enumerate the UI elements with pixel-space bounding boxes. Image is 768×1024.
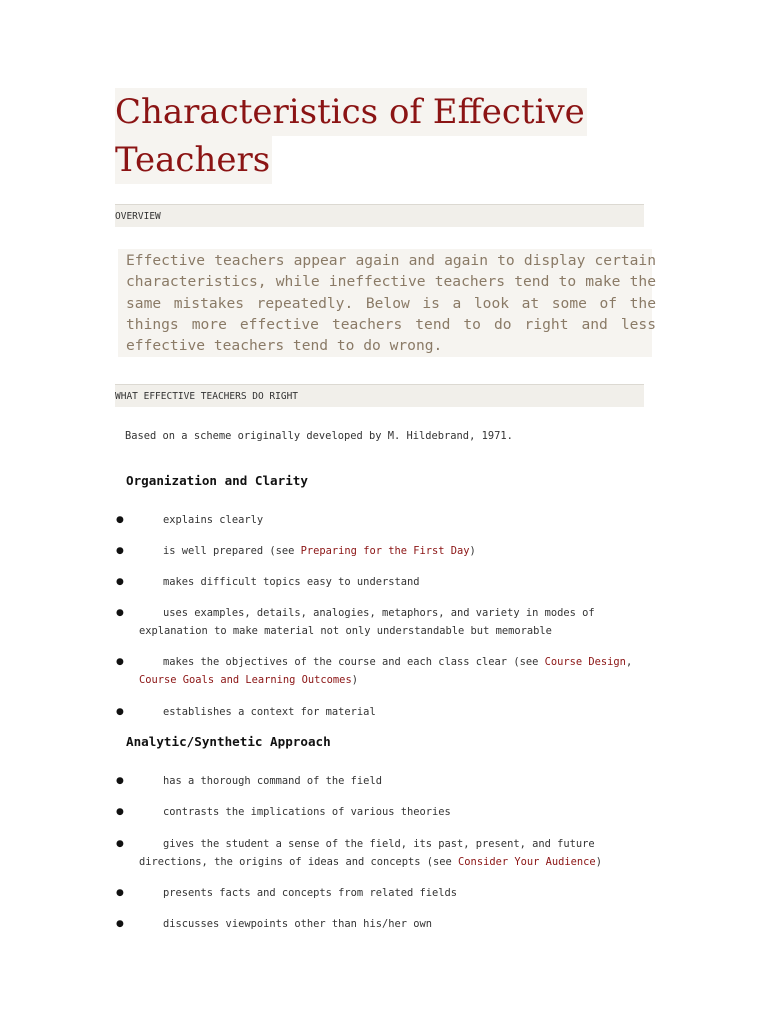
list-item <box>116 604 656 640</box>
list-item-text: establishes a context for material <box>163 706 376 718</box>
list-item <box>116 772 656 790</box>
do-right-section-header: WHAT EFFECTIVE TEACHERS DO RIGHT <box>115 384 644 407</box>
list-item <box>116 511 656 529</box>
list-item-text: discusses viewpoints other than his/her own <box>163 918 432 930</box>
bullet-icon: ● <box>116 577 124 587</box>
overview-section-header: OVERVIEW <box>115 204 644 227</box>
list-item <box>116 835 656 871</box>
list-item-text <box>116 653 656 689</box>
title-line-2: Teachers <box>115 136 272 184</box>
course-design-link[interactable]: Course Design <box>544 656 626 668</box>
list-item-text: has a thorough command of the field <box>163 775 382 787</box>
list-item-text: presents facts and concepts from related fields <box>163 887 458 899</box>
list-item-text-part: makes the objectives of the course and each class clear (see <box>163 656 545 668</box>
list-item <box>116 653 656 689</box>
attribution-text: Based on a scheme originally developed by M. Hildebrand, 1971. <box>125 430 513 442</box>
list-item <box>116 703 656 721</box>
list-item-text-part: , <box>625 656 633 668</box>
list-item-text: makes difficult topics easy to understand <box>163 576 420 588</box>
bullet-icon: ● <box>116 888 124 898</box>
list-item-text <box>116 542 656 560</box>
title-line-1: Characteristics of Effective <box>115 88 587 136</box>
bullet-icon: ● <box>116 608 124 618</box>
list-item <box>116 884 656 902</box>
preparing-first-day-link[interactable]: Preparing for the First Day <box>300 545 470 557</box>
bullet-icon: ● <box>116 707 124 717</box>
bullet-icon: ● <box>116 515 124 525</box>
page-title <box>115 88 651 184</box>
bullet-icon: ● <box>116 776 124 786</box>
overview-text: Effective teachers appear again and again to display certain characteristics, while ineffective teachers tend to make the same mistakes repeatedly. Below is a look at some of the things more effective teachers tend to do right and less effective teachers tend to do wrong. <box>126 252 656 355</box>
bullet-icon: ● <box>116 839 124 849</box>
list-item <box>116 542 656 560</box>
consider-audience-link[interactable]: Consider Your Audience <box>458 856 596 868</box>
list-item-text-part: ) <box>595 856 602 868</box>
list-item-text: explains clearly <box>163 514 264 526</box>
course-goals-link[interactable]: Course Goals and Learning Outcomes <box>139 674 352 686</box>
list-item <box>116 915 656 933</box>
bullet-icon: ● <box>116 807 124 817</box>
analytic-synthetic-heading: Analytic/Synthetic Approach <box>126 734 331 749</box>
bullet-icon: ● <box>116 919 124 929</box>
list-item-text: uses examples, details, analogies, metaphors, and variety in modes of explanation to make material not only understandable but memorable <box>139 607 595 637</box>
list-item-text <box>116 835 656 871</box>
list-item-text-part: is well prepared (see <box>163 545 301 557</box>
list-item-text-part: ) <box>469 545 476 557</box>
list-item-text-part: gives the student a sense of the field, its past, present, and future directions, the origins of ideas and concepts (see <box>139 838 595 868</box>
bullet-icon: ● <box>116 546 124 556</box>
list-item <box>116 803 656 821</box>
list-item <box>116 573 656 591</box>
list-item-text: contrasts the implications of various theories <box>163 806 451 818</box>
bullet-icon: ● <box>116 657 124 667</box>
list-item-text-part: ) <box>351 674 358 686</box>
organization-clarity-heading: Organization and Clarity <box>126 473 308 488</box>
